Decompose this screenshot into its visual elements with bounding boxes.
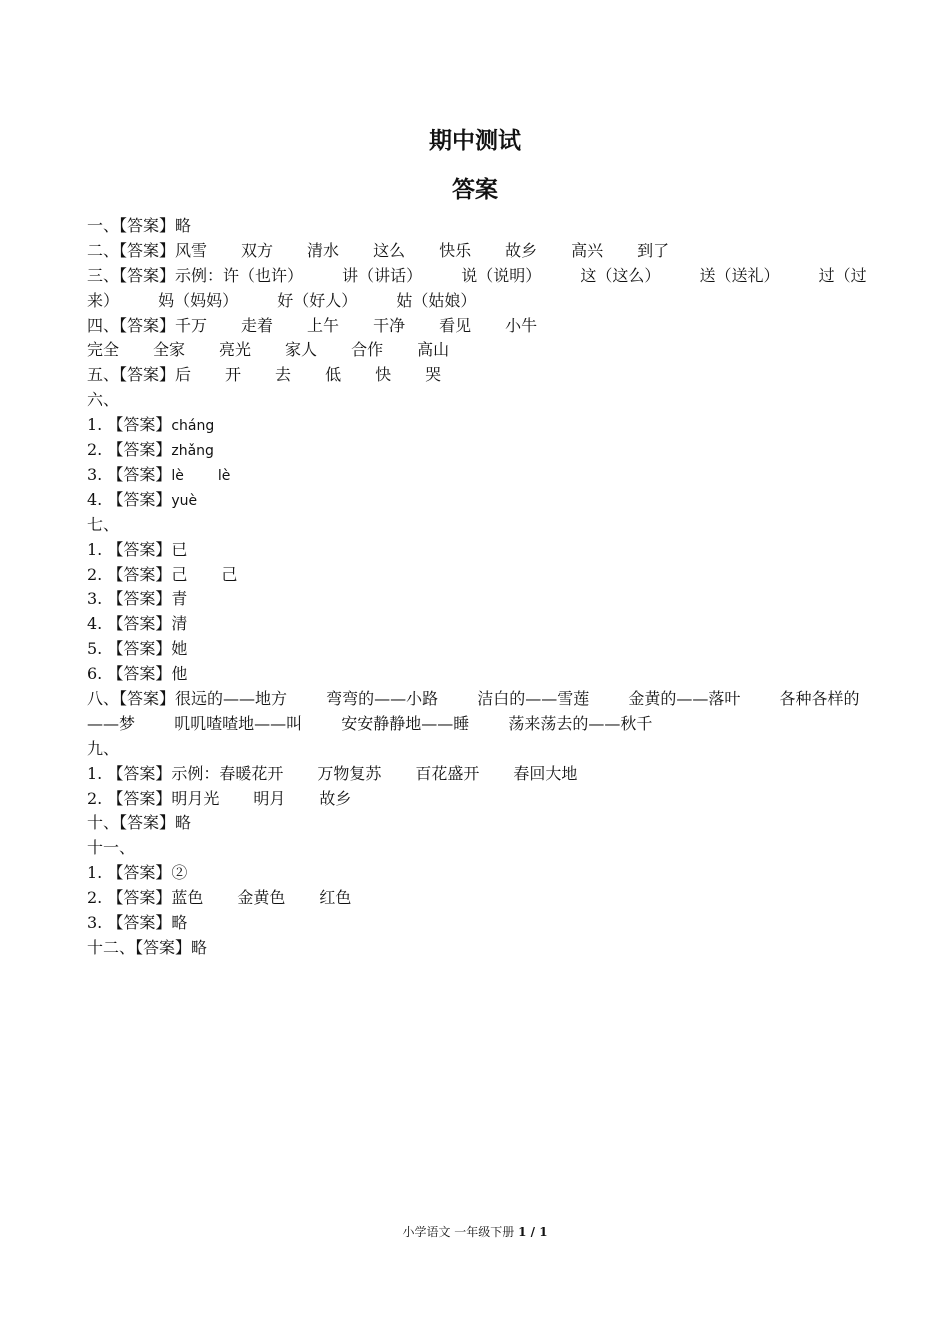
answer-item: 好（好人） [277,290,358,310]
answer-item: 姑（姑娘） [396,290,477,310]
answer-item: cháng [171,418,215,435]
answer-item: 双方 [241,240,274,260]
answer-line [87,338,867,363]
answer-line [87,538,867,563]
answer-item: lè [217,467,231,484]
answer-prefix: 二、【答案】 [87,240,176,260]
answer-item: zhǎng [171,443,214,460]
answer-item: 万物复苏 [317,763,382,783]
answer-item: 荡来荡去的——秋千 [508,713,653,733]
answer-item: 弯弯的——小路 [326,688,439,708]
answer-item: 青 [171,589,188,609]
answer-item: yuè [171,492,198,509]
answer-list [87,214,867,961]
answer-line [87,911,867,936]
answer-item: 己 [171,564,188,584]
answer-item: 看见 [439,315,472,335]
answer-item: 风雪 [175,240,208,260]
answer-item: 已 [171,539,188,559]
answer-item: 她 [171,639,188,659]
answer-line [87,637,867,662]
answer-prefix: 2. 【答案】 [87,788,172,808]
answer-item: 春回大地 [513,763,578,783]
answer-prefix: 1. 【答案】 [87,539,172,559]
answer-item: 过（过来） [87,265,867,310]
answer-line [87,936,867,961]
answer-item: 略 [175,813,192,833]
answer-item: 各种各样的——梦 [87,688,860,733]
answer-item: 他 [171,664,188,684]
answer-prefix: 2. 【答案】 [87,440,172,460]
answer-item: 故乡 [319,788,352,808]
answer-item: 故乡 [505,240,538,260]
answer-item: 略 [175,216,192,235]
answer-item: 干净 [373,315,406,335]
answer-item: 金黄色 [237,888,286,908]
answer-prefix: 3. 【答案】 [87,913,172,932]
answer-item: 低 [325,365,342,385]
footer-subject: 小学语文 一年级下册 [402,1225,515,1239]
answer-item: 快 [375,365,392,385]
answer-line [87,314,867,339]
answer-item: 略 [191,937,208,957]
answer-line [87,762,867,787]
answer-item: 高兴 [571,240,604,260]
answer-prefix: 2. 【答案】 [87,888,172,908]
answer-item: 百花盛开 [415,763,480,783]
answer-prefix: 一、【答案】 [87,216,176,235]
answer-item: 示例：许（也许） [175,265,304,285]
answer-line [87,563,867,588]
answer-item: 讲（讲话） [342,265,423,285]
answer-prefix: 1. 【答案】 [87,415,172,435]
answer-item: 完全 [87,340,120,360]
answer-prefix: 十一、 [87,838,136,858]
answer-item: 上午 [307,315,340,335]
answer-item: 妈（妈妈） [158,290,239,310]
answer-prefix: 3. 【答案】 [87,589,172,609]
answer-item: 洁白的——雪莲 [477,688,590,708]
answer-prefix: 1. 【答案】 [87,863,172,883]
answer-line [87,413,867,438]
answer-item: 说（说明） [461,265,542,285]
answer-item: 清水 [307,240,340,260]
answer-prefix: 八、【答案】 [87,688,176,708]
answer-line [87,488,867,513]
answer-line [87,787,867,812]
answer-prefix: 1. 【答案】 [87,763,172,783]
answer-prefix: 5. 【答案】 [87,639,172,659]
page-title: 期中测试 [429,128,521,154]
answer-line [87,861,867,886]
answer-line [87,587,867,612]
answer-prefix: 2. 【答案】 [87,564,172,584]
answer-item: 己 [221,564,238,584]
answer-item: 略 [171,913,188,932]
answer-item: ② [171,863,188,883]
answer-item: 开 [225,365,242,385]
answer-item: 走着 [241,315,274,335]
answer-item: 去 [275,365,292,385]
answer-prefix: 十、【答案】 [87,813,176,833]
answer-item: 全家 [153,340,186,360]
answer-item: 亮光 [219,340,252,360]
answer-line [87,264,867,314]
answer-item: 高山 [417,340,450,360]
answer-line [87,438,867,463]
answer-line [87,836,867,861]
answer-item: 后 [175,365,192,385]
answer-item: 蓝色 [171,888,204,908]
answer-item: 送（送礼） [699,265,780,285]
answer-item: 哭 [425,365,442,385]
answer-item: 清 [171,614,188,634]
answer-line [87,239,867,264]
answer-line [87,214,867,239]
answer-item: 千万 [175,315,208,335]
answer-prefix: 十二、【答案】 [87,937,192,957]
answer-line [87,388,867,413]
answer-line [87,886,867,911]
answer-item: 这（这么） [580,265,661,285]
answer-item: 安安静静地——睡 [341,713,470,733]
answer-line [87,463,867,488]
footer-page-number: 1 / 1 [518,1225,548,1239]
answer-prefix: 七、 [87,514,120,534]
answer-line [87,687,867,737]
answer-item: 小牛 [505,315,538,335]
answer-item: 合作 [351,340,384,360]
page-subtitle: 答案 [452,177,498,203]
answer-item: 金黄的——落叶 [628,688,741,708]
answer-line [87,662,867,687]
answer-prefix: 六、 [87,390,120,410]
answer-line [87,513,867,538]
answer-item: 很远的——地方 [175,688,288,708]
answer-item: 到了 [637,240,670,260]
answer-item: 这么 [373,240,406,260]
answer-item: 示例：春暖花开 [171,763,284,783]
answer-line [87,612,867,637]
answer-prefix: 4. 【答案】 [87,489,172,509]
answer-item: 明月 [253,788,286,808]
answer-prefix: 九、 [87,738,120,758]
page-footer [0,1224,950,1240]
answer-item: lè [171,467,184,484]
answer-prefix: 3. 【答案】 [87,464,172,484]
answer-item: 红色 [319,888,352,908]
answer-item: 快乐 [439,240,472,260]
answer-line [87,737,867,762]
answer-line [87,811,867,836]
answer-prefix: 四、【答案】 [87,315,176,335]
answer-prefix: 五、【答案】 [87,365,176,385]
answer-item: 明月光 [171,788,220,808]
answer-line [87,363,867,388]
answer-item: 家人 [285,340,318,360]
answer-prefix: 三、【答案】 [87,265,176,285]
answer-prefix: 6. 【答案】 [87,664,172,684]
answer-item: 叽叽喳喳地——叫 [174,713,303,733]
answer-prefix: 4. 【答案】 [87,614,172,634]
